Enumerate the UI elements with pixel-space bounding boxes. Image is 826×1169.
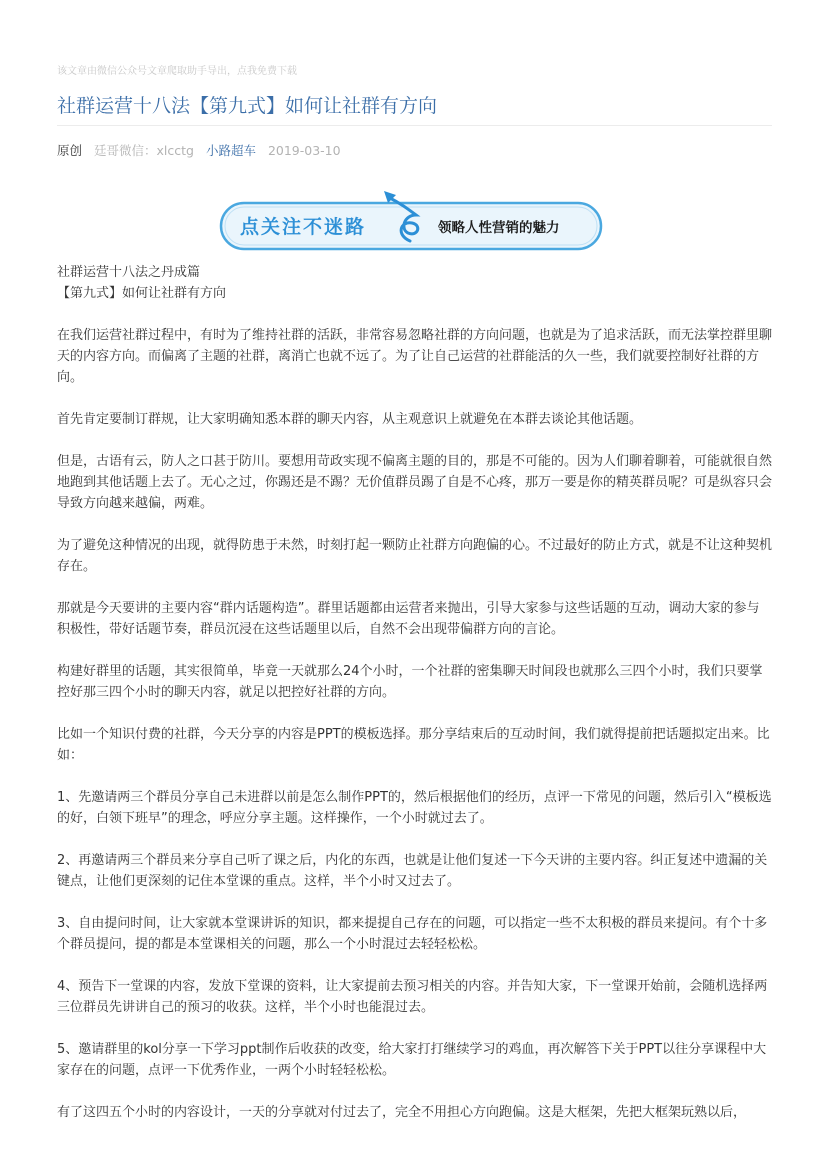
body-paragraph: 5、邀请群里的kol分享一下学习ppt制作后收获的改变，给大家打打继续学习的鸡血，再次解答下关于PPT以往分享课程中大家存在的问题，点评一下优秀作业，一两个小时轻轻松松。 bbox=[57, 1042, 767, 1078]
follow-banner[interactable] bbox=[218, 185, 604, 255]
account-name-link[interactable]: 小路超车 bbox=[205, 143, 256, 158]
title-divider bbox=[57, 125, 772, 126]
body-paragraph: 首先肯定要制订群规，让大家明确知悉本群的聊天内容，从主观意识上就避免在本群去谈论其他话题。 bbox=[57, 412, 643, 427]
article-title: 社群运营十八法【第九式】如何让社群有方向 bbox=[57, 95, 438, 117]
subtitle-series: 社群运营十八法之丹成篇 bbox=[57, 265, 201, 280]
body-paragraph: 为了避免这种情况的出现，就得防患于未然，时刻打起一颗防止社群方向跑偏的心。不过最好的防止方式，就是不让这种契机存在。 bbox=[57, 538, 773, 574]
banner-left-text: 点关注不迷路 bbox=[240, 216, 367, 238]
original-tag: 原创 bbox=[57, 143, 83, 158]
body-paragraph: 构建好群里的话题，其实很简单，毕竟一天就那么24个小时，一个社群的密集聊天时间段也就那么三四个小时，我们只要掌控好那三四个小时的聊天内容，就足以把控好社群的方向。 bbox=[57, 664, 763, 700]
publish-date: 2019-03-10 bbox=[267, 143, 341, 158]
body-paragraph: 在我们运营社群过程中，有时为了维持社群的活跃，非常容易忽略社群的方向问题，也就是为了追求活跃，而无法掌控群里聊天的内容方向。而偏离了主题的社群，离消亡也就不远了。为了让自己运营的社群能活的久一些，我们就要控制好社群的方向。 bbox=[57, 328, 773, 385]
body-paragraph: 有了这四五个小时的内容设计，一天的分享就对付过去了，完全不用担心方向跑偏。这是大框架，先把大框架玩熟以后， bbox=[57, 1105, 747, 1120]
export-notice-link[interactable]: 该文章由微信公众号文章爬取助手导出，点我免费下载 bbox=[57, 66, 297, 77]
body-paragraph: 但是，古语有云，防人之口甚于防川。要想用苛政实现不偏离主题的目的，那是不可能的。因为人们聊着聊着，可能就很自然地跑到其他话题上去了。无心之过，你踢还是不踢？无价值群员踢了自是不心疼，那万一要是你的精英群员呢？可是纵容只会导致方向越来越偏，两难。 bbox=[57, 454, 773, 511]
body-paragraph: 比如一个知识付费的社群，今天分享的内容是PPT的模板选择。那分享结束后的互动时间，我们就得提前把话题拟定出来。比如： bbox=[57, 727, 770, 763]
body-paragraph: 3、自由提问时间，让大家就本堂课讲诉的知识，都来提提自己存在的问题，可以指定一些不太积极的群员来提问。有个十多个群员提问，提的都是本堂课相关的问题，那么一个小时混过去轻轻松松。 bbox=[57, 916, 768, 952]
banner-right-text: 领略人性营销的魅力 bbox=[438, 220, 560, 236]
article-meta bbox=[57, 141, 349, 159]
body-paragraph: 2、再邀请两三个群员来分享自己听了课之后，内化的东西，也就是让他们复述一下今天讲的主要内容。纠正复述中遗漏的关键点，让他们更深刻的记住本堂课的重点。这样，半个小时又过去了。 bbox=[57, 853, 768, 889]
body-paragraph: 1、先邀请两三个群员分享自己未进群以前是怎么制作PPT的，然后根据他们的经历，点评一下常见的问题，然后引入“模板选的好，白领下班早”的理念，呼应分享主题。这样操作，一个小时就过去了。 bbox=[57, 790, 772, 826]
author-name: 廷哥微信：xlcctg bbox=[94, 143, 194, 158]
body-paragraph: 4、预告下一堂课的内容，发放下堂课的资料，让大家提前去预习相关的内容。并告知大家，下一堂课开始前，会随机选择两三位群员先讲讲自己的预习的收获。这样，半个小时也能混过去。 bbox=[57, 979, 768, 1015]
article-body bbox=[57, 262, 772, 1144]
body-paragraph: 那就是今天要讲的主要内容“群内话题构造”。群里话题都由运营者来抛出，引导大家参与这些话题的互动，调动大家的参与积极性，带好话题节奏，群员沉浸在这些话题里以后，自然不会出现带偏群方向的言论。 bbox=[57, 601, 760, 637]
subtitle-chapter: 【第九式】如何让社群有方向 bbox=[57, 286, 227, 301]
